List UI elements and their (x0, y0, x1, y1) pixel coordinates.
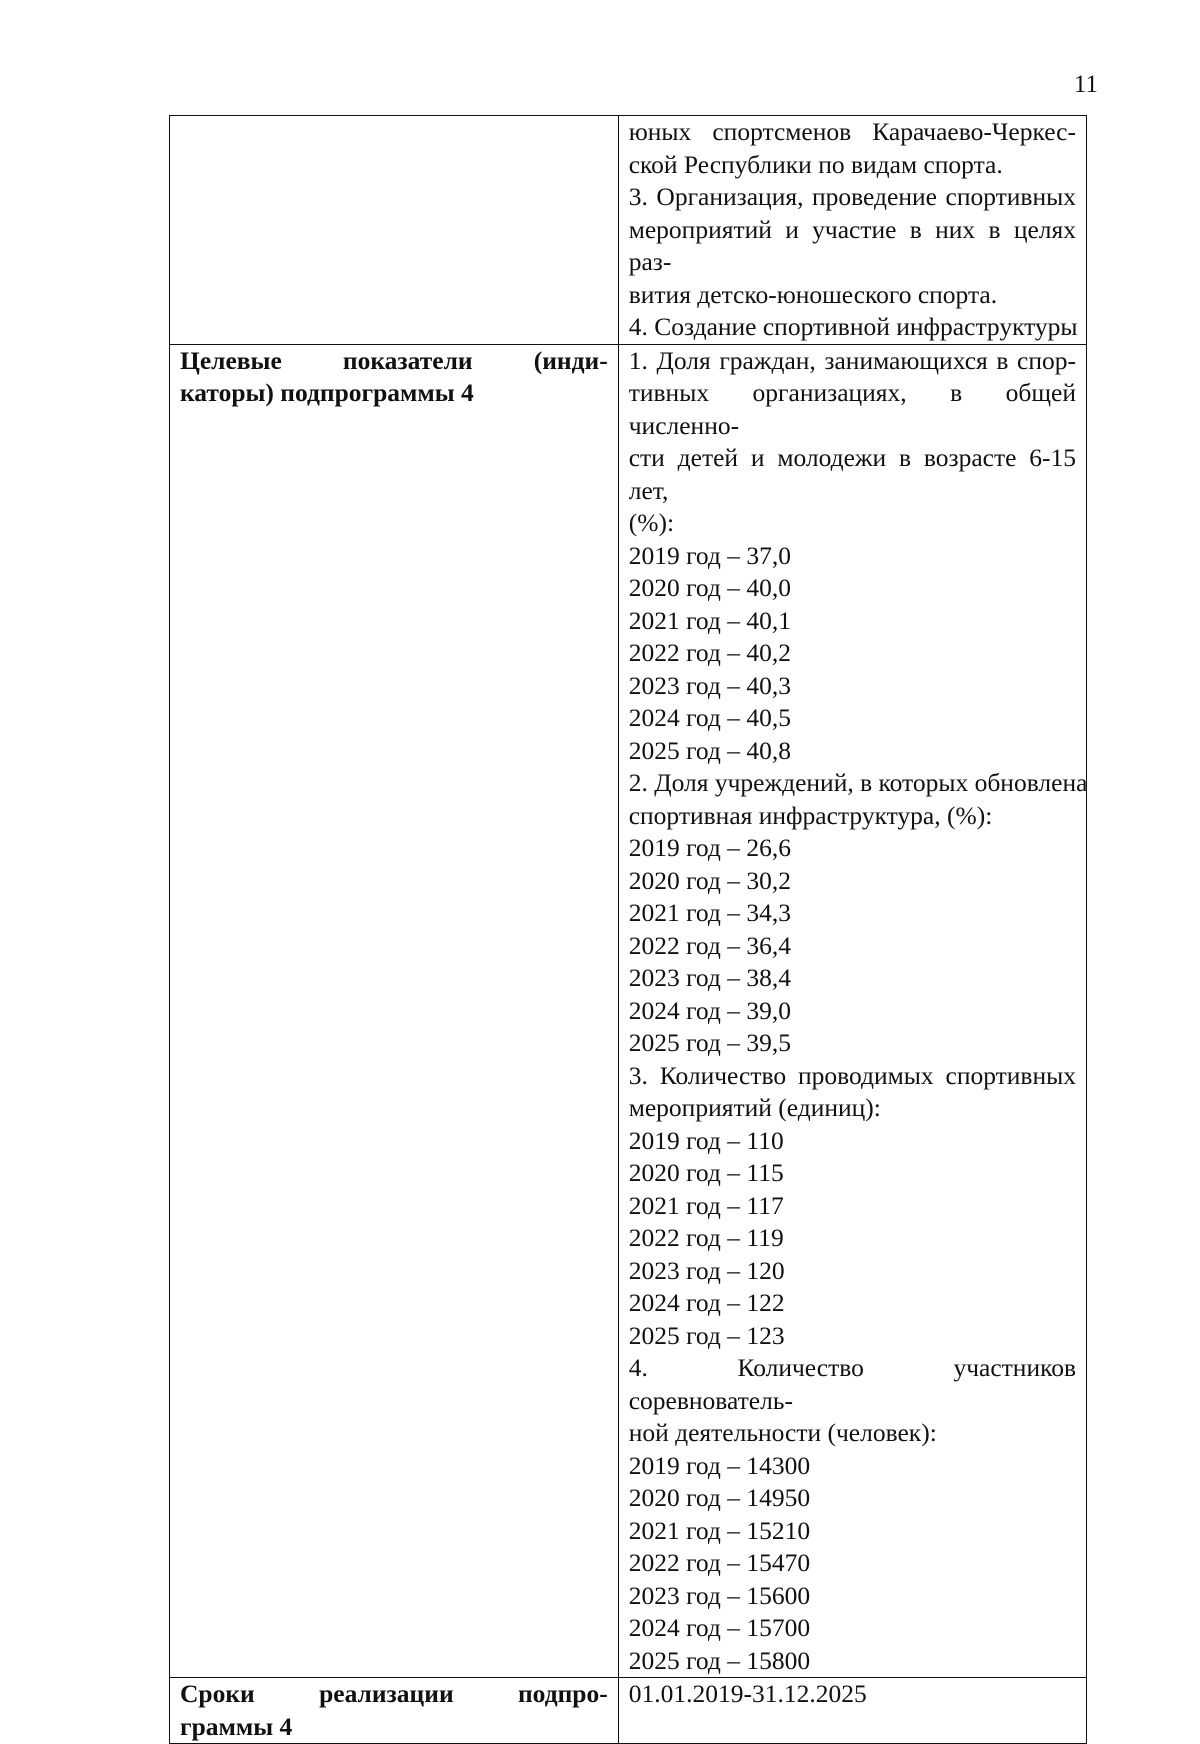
term-label-cell (170, 1678, 619, 1744)
task-line: 4. Создание спортивной инфраструктуры (628, 312, 1078, 341)
indicator-title-line: 2. Доля учреждений, в которых обновлена (628, 768, 1088, 797)
subprogram-passport-table (169, 115, 1087, 1744)
indicator-title-line: мероприятий (единиц): (628, 1093, 881, 1122)
indicators-label-line: Целевые показатели (инди- (180, 345, 608, 375)
indicators-label-cell (170, 344, 619, 1678)
indicator-title-line: 1. Доля граждан, занимающихся в спор- (628, 345, 1076, 375)
indicators-value-cell (618, 344, 1086, 1678)
indicator-year-value: 2021 год – 34,3 (628, 898, 792, 927)
indicator-year-value: 2025 год – 40,8 (628, 735, 792, 765)
indicator-year-value: 2023 год – 120 (628, 1255, 785, 1285)
table-row-continuation (170, 116, 1087, 345)
indicator-year-value: 2022 год – 15470 (628, 1548, 811, 1577)
term-label-line: граммы 4 (180, 1711, 293, 1741)
table-row-term (170, 1678, 1087, 1744)
indicator-year-value: 2021 год – 15210 (628, 1515, 811, 1545)
term-label-line: Сроки реализации подпро- (180, 1679, 608, 1708)
indicator-year-value: 2023 год – 40,3 (628, 670, 792, 700)
indicator-title-line: 3. Количество проводимых спортивных (628, 1060, 1076, 1090)
task-line: ской Республики по видам спорта. (628, 149, 1003, 179)
indicator-year-value: 2019 год – 37,0 (628, 540, 792, 570)
continuation-value-cell (618, 116, 1086, 345)
indicator-title-line: спортивная инфраструктура, (%): (628, 800, 993, 830)
indicators-label-line: каторы) подпрограммы 4 (180, 378, 474, 407)
term-value: 01.01.2019-31.12.2025 (628, 1679, 867, 1708)
term-value-cell (618, 1678, 1086, 1744)
indicator-3 (629, 1060, 1076, 1353)
indicator-year-value: 2024 год – 15700 (628, 1613, 811, 1642)
task-line: мероприятий и участие в них в целях раз- (628, 214, 1076, 276)
indicator-year-value: 2022 год – 36,4 (628, 930, 792, 960)
indicator-title-line: ной деятельности (человек): (628, 1418, 937, 1447)
indicator-year-value: 2019 год – 14300 (628, 1450, 811, 1480)
indicator-year-value: 2019 год – 110 (628, 1125, 784, 1155)
task-line: вития детско-юношеского спорта. (628, 279, 998, 309)
continuation-label-cell (170, 116, 619, 345)
indicator-year-value: 2019 год – 26,6 (628, 833, 792, 862)
indicator-year-value: 2025 год – 39,5 (628, 1028, 792, 1057)
indicator-title-line: тивных организациях, в общей численно- (628, 378, 1076, 440)
indicator-year-value: 2025 год – 123 (628, 1320, 785, 1350)
task-line: юных спортсменов Карачаево-Черкес- (628, 117, 1076, 146)
indicator-year-value: 2022 год – 40,2 (628, 638, 792, 667)
indicator-year-value: 2020 год – 115 (628, 1158, 784, 1187)
indicator-year-value: 2022 год – 119 (628, 1223, 784, 1252)
indicator-title-line: сти детей и молодежи в возрасте 6-15 лет, (628, 443, 1076, 505)
indicator-year-value: 2023 год – 38,4 (628, 963, 792, 992)
indicator-2 (628, 767, 1088, 1060)
indicator-year-value: 2020 год – 40,0 (628, 573, 792, 602)
indicator-title-line: (%): (628, 508, 675, 537)
task-line: 3. Организация, проведение спортивных (628, 182, 1076, 211)
table-row-indicators (170, 344, 1087, 1678)
indicator-1 (629, 345, 1076, 768)
indicator-year-value: 2025 год – 15800 (628, 1645, 811, 1675)
indicator-title-line: 4. Количество участников соревнователь- (628, 1353, 1076, 1415)
indicator-year-value: 2020 год – 30,2 (628, 865, 792, 895)
indicator-4 (629, 1352, 1076, 1677)
page-number: 11 (1073, 71, 1098, 98)
indicator-year-value: 2023 год – 15600 (628, 1580, 811, 1610)
indicator-year-value: 2020 год – 14950 (628, 1483, 811, 1512)
indicator-year-value: 2021 год – 117 (628, 1190, 784, 1220)
indicator-year-value: 2024 год – 40,5 (628, 703, 792, 732)
indicator-year-value: 2024 год – 39,0 (628, 995, 792, 1025)
indicator-year-value: 2024 год – 122 (628, 1288, 785, 1317)
indicator-year-value: 2021 год – 40,1 (628, 605, 792, 635)
